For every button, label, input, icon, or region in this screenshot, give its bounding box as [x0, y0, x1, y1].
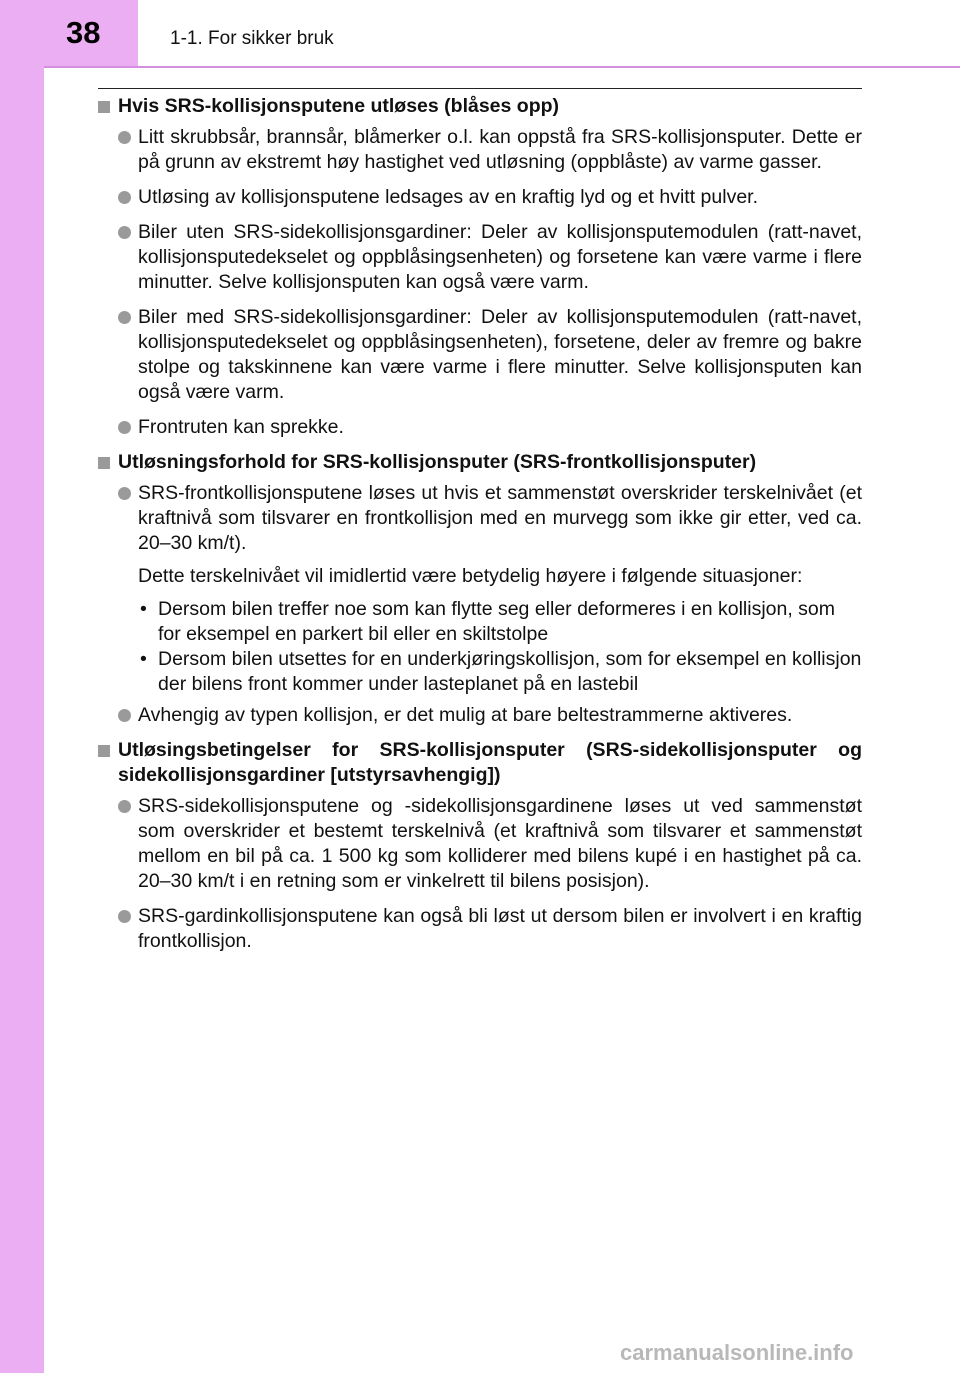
round-bullet-icon	[118, 131, 131, 144]
list-item	[98, 904, 862, 954]
round-bullet-icon	[118, 487, 131, 500]
round-bullet-icon	[118, 191, 131, 204]
list-item	[98, 305, 862, 405]
item-text: Frontruten kan sprekke.	[138, 416, 344, 438]
paragraph: Dette terskelnivået vil imidlertid være betydelig høyere i følgende situasjoner:	[138, 565, 803, 587]
heading-text: Utløsingsbetingelser for SRS-kollisjonsputer (SRS-sidekollisjonsputer og sidekollisjonsgardiner [utstyrsavhengig])	[118, 739, 862, 786]
square-bullet-icon	[98, 457, 110, 469]
watermark-text: carmanualsonline.info	[620, 1340, 854, 1365]
section-deployment-effects	[98, 94, 862, 440]
section-heading	[98, 738, 862, 788]
list-item	[98, 125, 862, 175]
round-bullet-icon	[118, 709, 131, 722]
item-text: SRS-gardinkollisjonsputene kan også bli løst ut dersom bilen er involvert i en kraftig frontkollisjon.	[138, 905, 862, 952]
list-item	[98, 794, 862, 894]
sub-item-text: Dersom bilen treffer noe som kan flytte seg eller deformeres i en kollisjon, som for eksempel en parkert bil eller en skiltstolpe	[158, 598, 836, 645]
round-bullet-icon	[118, 800, 131, 813]
item-text: Biler uten SRS-sidekollisjonsgardiner: Deler av kollisjonsputemodulen (ratt-navet, kollisjonsputedekselet og oppblåsingsenheten) og forsetene kan være varme i flere minutter. Selve kollisjonsputen kan også være varm.	[138, 221, 862, 293]
content-top-rule	[98, 88, 862, 89]
item-text: Biler med SRS-sidekollisjonsgardiner: Deler av kollisjonsputemodulen (ratt-navet, kollisjonsputedekselet og oppblåsingsenheten), forsetene, deler av fremre og bakre stolpe og takskinnene kan være varme i flere minutter. Selve kollisjonsputen kan også være varm.	[138, 306, 862, 403]
side-margin-band	[0, 0, 44, 1373]
round-bullet-icon	[118, 226, 131, 239]
section-side-airbag-conditions	[98, 738, 862, 954]
sub-list-item	[98, 597, 862, 647]
item-text: Utløsing av kollisjonsputene ledsages av en kraftig lyd og et hvitt pulver.	[138, 186, 759, 208]
heading-text: Utløsningsforhold for SRS-kollisjonsputer (SRS-frontkollisjonsputer)	[118, 451, 757, 473]
list-item	[98, 415, 862, 440]
section-title: 1-1. For sikker bruk	[170, 28, 334, 49]
sub-item-text: Dersom bilen utsettes for en underkjøringskollisjon, som for eksempel en kollisjon der bilens front kommer under lasteplanet på en lastebil	[158, 648, 862, 695]
section-heading	[98, 94, 862, 119]
item-text: Litt skrubbsår, brannsår, blåmerker o.l. kan oppstå fra SRS-kollisjonsputer. Dette er på grunn av ekstremt høy hastighet ved utløsning (oppblåste) av varme gasser.	[138, 126, 862, 173]
list-item	[98, 481, 862, 556]
item-text: SRS-frontkollisjonsputene løses ut hvis et sammenstøt overskrider terskelnivået (et kraftnivå som tilsvarer en frontkollisjon med en murvegg som ikke gir etter, ved ca. 20–30 km/t).	[138, 482, 862, 554]
section-front-airbag-conditions	[98, 450, 862, 728]
round-bullet-icon	[118, 910, 131, 923]
list-item	[98, 185, 862, 210]
sub-list-item	[98, 647, 862, 697]
square-bullet-icon	[98, 745, 110, 757]
item-text: SRS-sidekollisjonsputene og -sidekollisjonsgardinene løses ut ved sammenstøt som overskrider et bestemt terskelnivå (et kraftnivå som tilsvarer et sammenstøt mellom en bil på ca. 1 500 kg som kolliderer med bilens kupé i en hastighet på ca. 20–30 km/t i en retning som er vinkelrett til bilens posisjon).	[138, 795, 862, 892]
round-bullet-icon	[118, 421, 131, 434]
dot-marker: •	[140, 598, 147, 620]
item-text: Avhengig av typen kollisjon, er det mulig at bare beltestrammerne aktiveres.	[138, 704, 793, 726]
dot-marker: •	[140, 648, 147, 670]
page-number: 38	[44, 0, 138, 66]
list-item	[98, 220, 862, 295]
round-bullet-icon	[118, 311, 131, 324]
square-bullet-icon	[98, 101, 110, 113]
section-heading	[98, 450, 862, 475]
header-divider	[44, 66, 960, 68]
list-item	[98, 703, 862, 728]
heading-text: Hvis SRS-kollisjonsputene utløses (blåses opp)	[118, 95, 560, 117]
page-content	[98, 94, 862, 964]
